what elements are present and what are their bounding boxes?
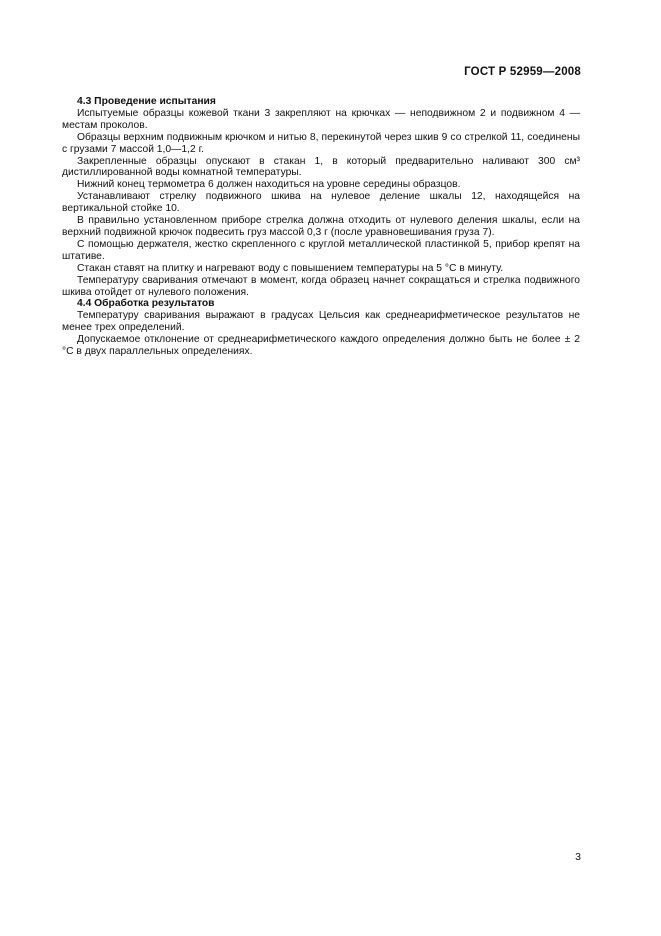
section-heading: 4.4 Обработка результатов	[77, 298, 215, 310]
section-heading: 4.3 Проведение испытания	[77, 96, 216, 107]
document-body	[62, 96, 580, 358]
page-number: 3	[575, 851, 581, 863]
paragraph: Испытуемые образцы кожевой ткани 3 закрепляют на крючках — неподвижном 2 и подвижном 4 — местам проколов.	[62, 107, 580, 131]
paragraph: Нижний конец термометра 6 должен находиться на уровне середины образцов.	[77, 179, 461, 191]
paragraph: Образцы верхним подвижным крючком и нитью 8, перекинутой через шкив 9 со стрелкой 11, соединены с грузами 7 массой 1,0—1,2 г.	[62, 131, 580, 155]
paragraph: Закрепленные образцы опускают в стакан 1, в который предварительно наливают 300 см³ дистиллированной воды комнатной температуры.	[62, 155, 580, 179]
document-id: ГОСТ Р 52959—2008	[464, 66, 581, 78]
paragraph: Допускаемое отклонение от среднеарифметического каждого определения должно быть не более ± 2 °С в двух параллельных определениях.	[62, 334, 580, 358]
paragraph: С помощью держателя, жестко скрепленного с круглой металлической пластинкой 5, прибор крепят на штативе.	[62, 238, 580, 262]
paragraph: Стакан ставят на плитку и нагревают воду с повышением температуры на 5 °С в минуту.	[77, 262, 504, 274]
paragraph: Температуру сваривания отмечают в момент, когда образец начнет сокращаться и стрелка подвижного шкива отойдет от нулевого положения.	[62, 274, 580, 298]
paragraph: В правильно установленном приборе стрелка должна отходить от нулевого деления шкалы, если на верхний подвижной крючок подвесить груз массой 0,3 г (после уравновешивания груза 7).	[62, 215, 580, 238]
paragraph: Устанавливают стрелку подвижного шкива на нулевое деление шкалы 12, находящейся на вертикальной стойке 10.	[62, 191, 580, 215]
paragraph: Температуру сваривания выражают в градусах Цельсия как среднеарифметическое результатов не менее трех определений.	[62, 310, 580, 334]
